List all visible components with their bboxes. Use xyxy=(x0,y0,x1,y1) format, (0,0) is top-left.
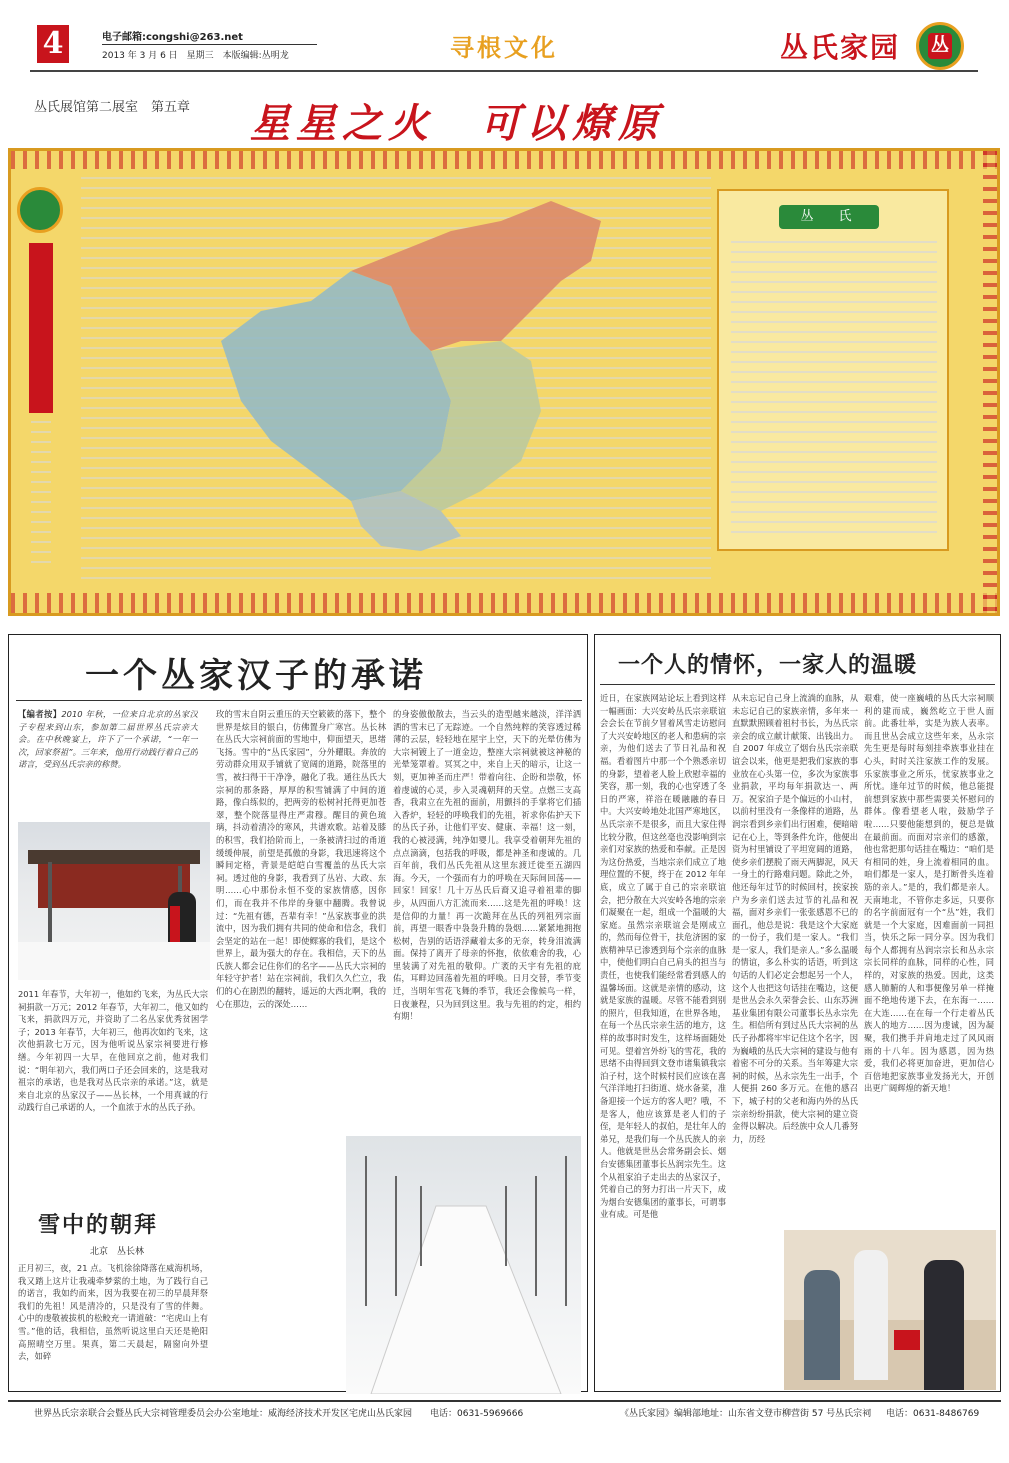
article1-title: 一个丛家汉子的承诺 xyxy=(85,656,427,696)
sidebar-text xyxy=(731,241,937,541)
red-gift xyxy=(894,1330,920,1350)
path-shape xyxy=(371,1206,561,1394)
editor-note xyxy=(18,708,198,818)
china-map xyxy=(201,191,621,561)
seal-char: 丛 xyxy=(928,33,952,59)
article1-col1: 2011 年春节，大年初一，他如约飞来，为丛氏大宗祠捐款一万元；2012 年春节，大年初二，他又如约飞来，捐款四万元，并资助了二名丛家优秀贫困学子；2013 年春节，大年初三，他再次如约飞来，这次他捐款七万元，因为他听说丛家宗祠要进行修缮。今年初四一大早，在他回京之前，他对我们说：“明年初六，我们两口子还会回来的，这是我对祖宗的承诺，也是我对丛氏宗亲的承诺。”这，就是来自北京的丛家汉子——丛长林，一个用真诚的行动践行自己承诺的人，一个血浓于水的丛氏子孙。 xyxy=(18,989,208,1113)
elder-figure xyxy=(804,1270,840,1380)
page-number-box xyxy=(37,25,69,63)
subtitle-snow-worship: 雪中的朝拜 xyxy=(38,1212,159,1238)
header-date: 2013 年 3 月 6 日 星期三 本版编辑:丛明龙 xyxy=(102,51,289,61)
editor-note-text: 2010 年秋，一位来自北京的丛家汉子专程来到山东，参加第二届世界丛氏宗亲大会。在中秋晚宴上，许下了一个承诺，“一年一次，回家祭祖”。三年来，他用行动践行着自己的诺言，受到丛氏宗亲的称赞。 xyxy=(18,709,198,770)
footer-right-tel: 电话：0631-8486769 xyxy=(886,1409,980,1419)
left-text-column xyxy=(31,421,51,571)
man-figure xyxy=(924,1260,964,1390)
sidebar-panel xyxy=(717,189,949,551)
article2-title: 一个人的情怀，一家人的温暖 xyxy=(618,652,918,678)
footer-left-address: 世界丛氏宗亲联合会暨丛氏大宗祠管理委员会办公室地址：威海经济技术开发区宅虎山丛氏家园 xyxy=(34,1409,413,1419)
family-seal-logo xyxy=(916,22,964,70)
ornament-strip-right xyxy=(983,151,997,613)
masthead: 丛氏家园 xyxy=(780,31,901,64)
article2-col2: 从未忘记自己身上流淌的血脉，从未忘记自己的家族亲情，多年来一直默默照顾着祖村书长，为丛氏宗亲会的成立献计献策、出钱出力。自 2007 年成立了烟台丛氏宗亲联谊会以来，他更是把我们家族的事业放在心头第一位，多次为家族事业捐款，平均每年捐款达一、两万。祝家泊子是个偏远的小山村，以前村里没有一条像样的道路，丛润宗看到乡亲们出行困难，便暗暗记在心上，等到条件允许，他便出资为村里铺设了平坦宽阔的道路，使乡亲们摆脱了雨天两脚泥，风天一身土的行路难问题。除此之外，他还每年过节的时候回村，挨家挨户为乡亲们送去过节的礼品和祝福，面对乡亲们一张张感恩不已的面孔，他总是说：我是这个大家庭的一份子，我们是一家人。“我们是一家人，我们是亲人。”多么温暖的情谊，多么朴实的话语，听到这句话的人们必定会想起另一个人，这个人也把这句话挂在嘴边，这便是世丛会永久荣誉会长、山东苏洲基业集团有限公司董事长丛永宗先生。相信所有到过丛氏大宗祠的丛氏子孙都将牢牢记住这个名字，因为巍峨的丛氏大宗祠的建设与他有着密不可分的关系。当年筹建大宗祠的时候，丛永宗先生一出手，个人便捐 260 多万元。在他的感召下，城子村的父老和海内外的丛氏宗亲纷纷捐款，使大宗祠的建立资金得以解决。后经族中众人几番努力，历经 xyxy=(732,693,858,1144)
hall-label: 丛氏展馆第二展室 第五章 xyxy=(34,100,191,115)
shrine-roof xyxy=(28,850,200,864)
page-number: 4 xyxy=(42,26,64,61)
banner-title: 星星之火 可以燎原 xyxy=(250,100,664,147)
left-red-column xyxy=(29,243,53,413)
article2-col1: 近日，在家族网站论坛上看到这样一幅画面：大兴安岭丛氏宗亲联谊会会长在节前夕冒着风雪走访慰问了大兴安岭地区的老人和患病的宗亲，为他们送去了节日礼品和祝福。看着图片中那一个个熟悉亲切的身影，望着老人脸上欣慰幸福的笑容，那一刻，我的心也穿透了冬日的严寒，祥浴在暖融融的春日中。大兴安岭地处北国严寒地区，丛氏宗亲不是很多，而且大家住得比较分散，但这丝毫也没影响到宗亲们对家族的热爱和奉献。正是因为这份热爱，当地宗亲们成立了地理位置的不便，终于在 2012 年年底，成立了属于自己的宗亲联谊会，把分散在大兴安岭各地的宗亲们凝聚在一起，组成一个温暖的大家庭。虽然宗亲联谊会是刚成立的，然而每位骨干，扶危济困的家族精神早已渗透到每个宗亲的血脉中，使他们明白自己肩头的担当与责任，也使我们能经常看到感人的温馨场面。这就是亲情的感动，这就是家族的温暖。尽管不能看到别的照片，但我知道，在世界各地，在每一个丛氏宗亲生活的地方，这样的故事时时发生，这样场面随处可见。望着宫外纷飞的雪花，我的思绪不由得回到文登市诸集镇我宗泊子村，这个时候村民们应该在喜气洋洋地打扫街道、烧水备菜，准备迎接一个远方的客人吧？哦，不是客人，他应该算是老人们的子侄，是年轻人的叔伯，是壮年人的弟兄，是我们每一个丛氏族人的亲人。他就是世丛会常务副会长、烟台安德集团董事长丛润宗先生。这个从祖家泊子走出去的丛家汉子，凭着自己的努力打出一片天下，成为烟台安德集团的董事长，可谓事业有成。可是他 xyxy=(600,693,726,1220)
photo-snowy-path xyxy=(346,1136,581,1394)
article1-col3: 的身姿傲傲散去，当云头的造型越来越淡，洋洋洒洒的雪末已了无踪迹。一个自然纯粹的笑容透过稀薄的云层，轻轻地在屋宇上空，天下的光晕仿佛为大宗祠镀上了一道金边，整座大宗祠就被这神秘的光晕笼罩着。冥冥之中，来自上天的暗示，让这一刻，更加神圣而庄严！带着向往、企盼和崇敬，怀着虔诚的心灵，步入灵魂朝拜的天堂。点燃三支高香，我肃立在先祖的面前，用颤抖的手掌将它们插入香炉，轻轻的呼唤我们的先祖，祈求你佑护天下的丛氏子孙，让他们平安、健康、幸福！这一刻，我的心被浸满，纯净如婴儿。我享受着朝拜先祖的点点滴滴，包括我的呼吸，都是神圣和虔诚的。几百年前，我们丛氏先祖从这里东渡迁徙至五湖四海。今天，一个强而有力的呼唤在天际间回荡——回家！回家！几十万丛氏后裔又追寻着祖辈的脚步，从四面八方汇流而来……这是先祖的呼唤！这是信仰的力量！再一次跪拜在丛氏的列祖列宗面前，再望一眼香中袅袅升腾的袅烟……紧紧地拥抱松树，告别的话语浮藏着太多的无奈，转身泪流满面。保持了离开了母亲的怀抱，依依难舍的我，心里装满了对先祖的敬仰。广袤的天宇有先祖的庇佑，耳畔边回荡着先祖的呼唤。日月交替，季节变迁，当明年雪花飞舞的季节，我还会像候鸟一样，日夜兼程，只为回到这里。我与先祖的约定，相约有期！ xyxy=(393,709,581,1022)
header-email: 电子邮箱:congshi@263.net xyxy=(102,32,243,43)
editor-note-label: 【编者按】 xyxy=(18,709,62,719)
exhibit-panel xyxy=(8,148,1000,616)
footer-left-tel: 电话：0631-5969666 xyxy=(430,1409,524,1419)
sidebar-title-box xyxy=(779,205,879,229)
section-title: 寻根文化 xyxy=(450,33,558,62)
footer-right-address: 《丛氏家园》编辑部地址：山东省文登市柳营街 57 号丛氏宗祠 xyxy=(620,1409,872,1419)
byline: 北京 丛长林 xyxy=(90,1247,145,1257)
sidebar-title: 丛 氏 xyxy=(800,209,858,224)
ornament-strip-top xyxy=(11,151,997,169)
article1-sub-text: 正月初三，夜，21 点。飞机徐徐降落在威海机场，我又踏上这片让我魂牵梦萦的土地，为了践行自己的诺言，我如约而来，因为我要在初三的早晨拜祭我们的先祖！风是清冷的，只是没有了雪的伴舞。心中的虔敬被拔机的松鲛充一请道破：“宅虎山上有雪。”他的话，我相信，虽然听说这里白天还是艳阳高照晴空万里。果真，第二天晨起，隔窗向外望去，如碎 xyxy=(18,1263,208,1362)
woman-figure xyxy=(854,1250,888,1380)
left-emblem xyxy=(17,187,63,233)
photo-family-visit xyxy=(784,1230,996,1390)
article1-col2: 玫的雪末自阴云重压的天空簌簌的落下，整个世界是炫目的银白，仿佛置身广寒宫。丛长林在丛氏大宗祠前面的雪地中，仰面望天，思绪飞扬。雪中的“丛氏家园”，分外耀眼。奔放的劳动群众用双手铺就了宽阔的道路，院落里的雪，被扫得干干净净，融化了我。通往丛氏大宗祠的那条路，厚厚的积雪铺满了中间的道路，像白练似的，把两旁的松树衬托得更加苍翠，整个院落显得庄严肃穆。醒目的黄色琉璃，抖动着清冷的寒风，共谱欢歌。站着及膝的积雪，我们拾阶而上，一条被清扫过的甬道缓缓伸展，前望是孤傲的身影，我迅速将这个瞬间定格，背景是皑皑白雪覆盖的丛氏大宗祠。透过他的身影，我看到了丛岩、大政、东明……心中那份永恒不变的家族情感，因你们，而在我并不伟岸的身躯中翻腾。我曾说过：“先祖有德，吾辈有幸！”丛家族事业的洪流中，因为我们拥有共同的使命和信念，我们会坚定的站在一起！即使鳏寡的我们，是这个世界上，最为强大的存在。我相信，天下的丛氏族人都会记住你们的名字——丛氏大宗祠的年轻守护者！站在宗祠前，我们久久伫立，我们的心在剧烈的翻转，遥远的大西北啊，我的心在那边，云的深处…… xyxy=(216,709,386,1009)
snow-ground xyxy=(18,942,210,980)
photo-man-at-shrine xyxy=(18,822,210,980)
article2-col3: 艰难，使一座巍峨的丛氏大宗祠顺利的建而成，巍然屹立于世人面前。此番壮举，实是为族人表率。而且世丛会成立这些年来，丛永宗先生更是每时每刻挂牵族事业挂在心头，时时关注家族工作的发展。乐家族事业之所乐，忧家族事业之所忧。逢年过节的时候，他总能提前想到家族中那些需要关怀慰问的群体。像看望老人啦，鼓励学子啦……只要他能想到的，便总是做在最前面。而面对宗亲们的感激，他也常把那句话挂在嘴边：“咱们是有相同的姓，身上流着相同的血。咱们都是一家人，是打断骨头连着筋的亲人。”是的，我们都是亲人。天南地北，不管你走多远，只要你的名字前面冠有一个“丛”姓，我们就是一个大家庭，因难面前一同担当，快乐之际一同分享。因为我们每个人都拥有丛润宗宗长和丛永宗宗长同样的血脉，同样的心性，同样的，对家族的热爱。因此，这类感人肺腑的人和事便像另单一样掩面不绝地传递下去，在东海一……在大连……在在每一个行走着丛氏族人的地方……因为虔诚，因为凝聚，我们携手并肩地走过了风风雨雨的十八年。因为感恩，因为热爱，我们必将更加奋进，更加信心百倍地把家族事业发扬光大，开创出更广阔辉煌的新天地！ xyxy=(864,693,994,1094)
ornament-strip-bottom xyxy=(11,593,997,613)
